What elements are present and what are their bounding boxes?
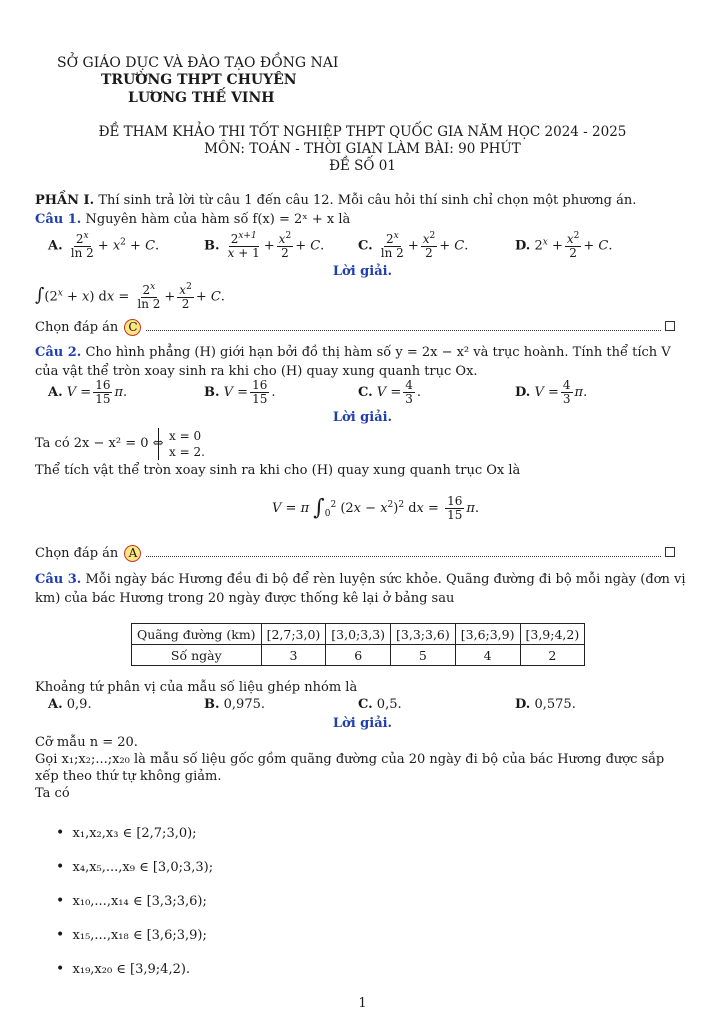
table-cell: [3,3;3,6) — [391, 624, 456, 645]
distance-table — [131, 623, 585, 666]
q3-bullet-1: x₁,x₂,x₃ ∈ [2,7;3,0); — [72, 826, 197, 841]
list-item: • x₁₀,...,x₁₄ ∈ [3,3;3,6); — [56, 893, 207, 909]
q2-solution-label: Lời giải. — [332, 410, 393, 425]
question-2-text-line2: của vật thể tròn xoay sinh ra khi cho (H) quay xung quanh trục Ox. — [35, 364, 478, 379]
q2-choose-label: Chọn đáp án — [35, 546, 119, 561]
part1-text: Thí sinh trả lời từ câu 1 đến câu 12. Mỗi câu hỏi thí sinh chỉ chọn một phương án. — [98, 193, 637, 208]
q3-solution-label: Lời giải. — [332, 716, 393, 731]
school-name-line1: TRƯỜNG THPT CHUYÊN — [101, 72, 297, 88]
part1-instruction — [35, 194, 636, 208]
list-item: • x₁,x₂,x₃ ∈ [2,7;3,0); — [56, 825, 197, 841]
question-2-text-line1: Cho hình phẳng (H) giới hạn bởi đồ thị hàm số y = 2x − x² và trục hoành. Tính thể tích V — [85, 345, 671, 360]
q2-dotted-line — [146, 548, 661, 557]
q3-solution-line1: Cỡ mẫu n = 20. — [35, 735, 138, 750]
question-1 — [35, 213, 350, 227]
q1-option-a[interactable]: A. $\frac{2^x}{\ln 2}$ + $x^2 + C$. — [48, 231, 160, 261]
question-2-label: Câu 2. — [35, 345, 82, 360]
q3-option-c-text: 0,5. — [376, 697, 402, 712]
list-item: • x₁₉,x₂₀ ∈ [3,9;4,2). — [56, 961, 191, 977]
q2-case-1: x = 0 — [169, 429, 202, 443]
q2-checkbox — [665, 547, 675, 557]
q1-option-b[interactable]: B. $\frac{2^{x+1}}{x + 1}$ + $\frac{x^2}{2}$ + C. — [204, 231, 325, 261]
q2-solution-line2: Thể tích vật thể tròn xoay sinh ra khi cho (H) quay xung quanh trục Ox là — [35, 463, 521, 478]
q1-checkbox — [665, 321, 675, 331]
table-cell: [3,6;3,9) — [455, 624, 520, 645]
q1-solution-label: Lời giải. — [332, 264, 393, 279]
table-cell: [2,7;3,0) — [261, 624, 326, 645]
q3-solution-line3: xếp theo thứ tự không giảm. — [35, 769, 222, 784]
q2-answer-badge: A — [124, 545, 141, 562]
table-cell: [3,9;4,2) — [520, 624, 585, 645]
q2-solution-line1: Ta có 2x − x² = 0 ⇔ — [35, 436, 164, 451]
q3-option-a[interactable]: A. 0,9. — [48, 697, 92, 712]
table-cell: Số ngày — [132, 645, 262, 666]
q2-option-b[interactable]: B. V = $\frac{16}{15}$ . — [204, 378, 276, 407]
table-cell: 5 — [391, 645, 456, 666]
q1-solution-formula: $\int(2^x + x)$ dx = $\frac{2^x}{\ln 2}$ + $\frac{x^2}{2}$ + C. — [35, 282, 225, 312]
q3-bullet-2: x₄,x₅,...,x₉ ∈ [3,0;3,3); — [72, 860, 214, 875]
q1-answer-line — [35, 319, 689, 336]
table-cell: Quãng đường (km) — [132, 624, 262, 645]
q2-volume-formula: V = π $\int_0^2$ $(2x - x^2)^2$ dx = $\frac{16}{15}$ π. — [272, 494, 480, 523]
question-3-text-line1: Mỗi ngày bác Hương đều đi bộ để rèn luyện sức khỏe. Quãng đường đi bộ mỗi ngày (đơn vị — [85, 572, 686, 587]
q2-answer-line — [35, 545, 689, 562]
table-cell: 2 — [520, 645, 585, 666]
q1-dotted-line — [146, 322, 661, 331]
table-cell: [3,0;3,3) — [326, 624, 391, 645]
exam-title: ĐỀ THAM KHẢO THI TỐT NGHIỆP THPT QUỐC GIA NĂM HỌC 2024 - 2025 — [98, 124, 627, 140]
q3-bullet-5: x₁₉,x₂₀ ∈ [3,9;4,2). — [72, 962, 191, 977]
q3-option-b-text: 0,975. — [223, 697, 266, 712]
table-cell: 6 — [326, 645, 391, 666]
department-name: SỞ GIÁO DỤC VÀ ĐÀO TẠO ĐỒNG NAI — [57, 55, 339, 71]
question-2 — [35, 346, 671, 360]
school-name-line2: LƯƠNG THẾ VINH — [128, 90, 275, 106]
table-row — [132, 624, 585, 645]
q2-option-c[interactable]: C. V = $\frac{4}{3}$ . — [358, 378, 421, 407]
q1-option-c[interactable]: C. $\frac{2^x}{\ln 2}$ + $\frac{x^2}{2}$ + C. — [358, 231, 469, 261]
question-3-text-line2: km) của bác Hương trong 20 ngày được thống kê lại ở bảng sau — [35, 591, 455, 606]
q2-case-2: x = 2. — [169, 445, 205, 459]
q1-choose-label: Chọn đáp án — [35, 320, 119, 335]
q2-option-a[interactable]: A. V = $\frac{16}{15}$ π. — [48, 378, 128, 407]
q3-bullet-4: x₁₅,...,x₁₈ ∈ [3,6;3,9); — [72, 928, 207, 943]
q3-option-b[interactable]: B. 0,975. — [204, 697, 266, 712]
page-number: 1 — [358, 996, 367, 1011]
table-cell: 4 — [455, 645, 520, 666]
question-3 — [35, 573, 686, 587]
question-1-text: Nguyên hàm của hàm số f(x) = 2ˣ + x là — [85, 212, 351, 227]
q3-bullet-3: x₁₀,...,x₁₄ ∈ [3,3;3,6); — [72, 894, 207, 909]
q1-option-d[interactable]: D. $2^x$ + $\frac{x^2}{2}$ + C. — [515, 231, 613, 261]
part1-label: PHẦN I. — [35, 193, 95, 208]
exam-subject: MÔN: TOÁN - THỜI GIAN LÀM BÀI: 90 PHÚT — [204, 141, 521, 157]
exam-number: ĐỀ SỐ 01 — [329, 158, 396, 174]
q1-answer-badge: C — [124, 319, 141, 336]
q3-solution-line4: Ta có — [35, 786, 70, 801]
list-item: • x₄,x₅,...,x₉ ∈ [3,0;3,3); — [56, 859, 214, 875]
list-item: • x₁₅,...,x₁₈ ∈ [3,6;3,9); — [56, 927, 207, 943]
table-cell: 3 — [261, 645, 326, 666]
q2-option-d[interactable]: D. V = $\frac{4}{3}$ π. — [515, 378, 588, 407]
question-3-label: Câu 3. — [35, 572, 82, 587]
question-1-label: Câu 1. — [35, 212, 82, 227]
q3-option-d[interactable]: D. 0,575. — [515, 697, 576, 712]
q2-cases — [158, 428, 205, 460]
question-3-question: Khoảng tứ phân vị của mẫu số liệu ghép nhóm là — [35, 680, 358, 695]
q3-option-a-text: 0,9. — [66, 697, 92, 712]
q3-option-c[interactable]: C. 0,5. — [358, 697, 402, 712]
q3-solution-line2: Gọi x₁;x₂;...;x₂₀ là mẫu số liệu gốc gồm quãng đường của 20 ngày đi bộ của bác Hương được sắp — [35, 752, 665, 767]
q3-option-d-text: 0,575. — [534, 697, 576, 712]
table-row — [132, 645, 585, 666]
